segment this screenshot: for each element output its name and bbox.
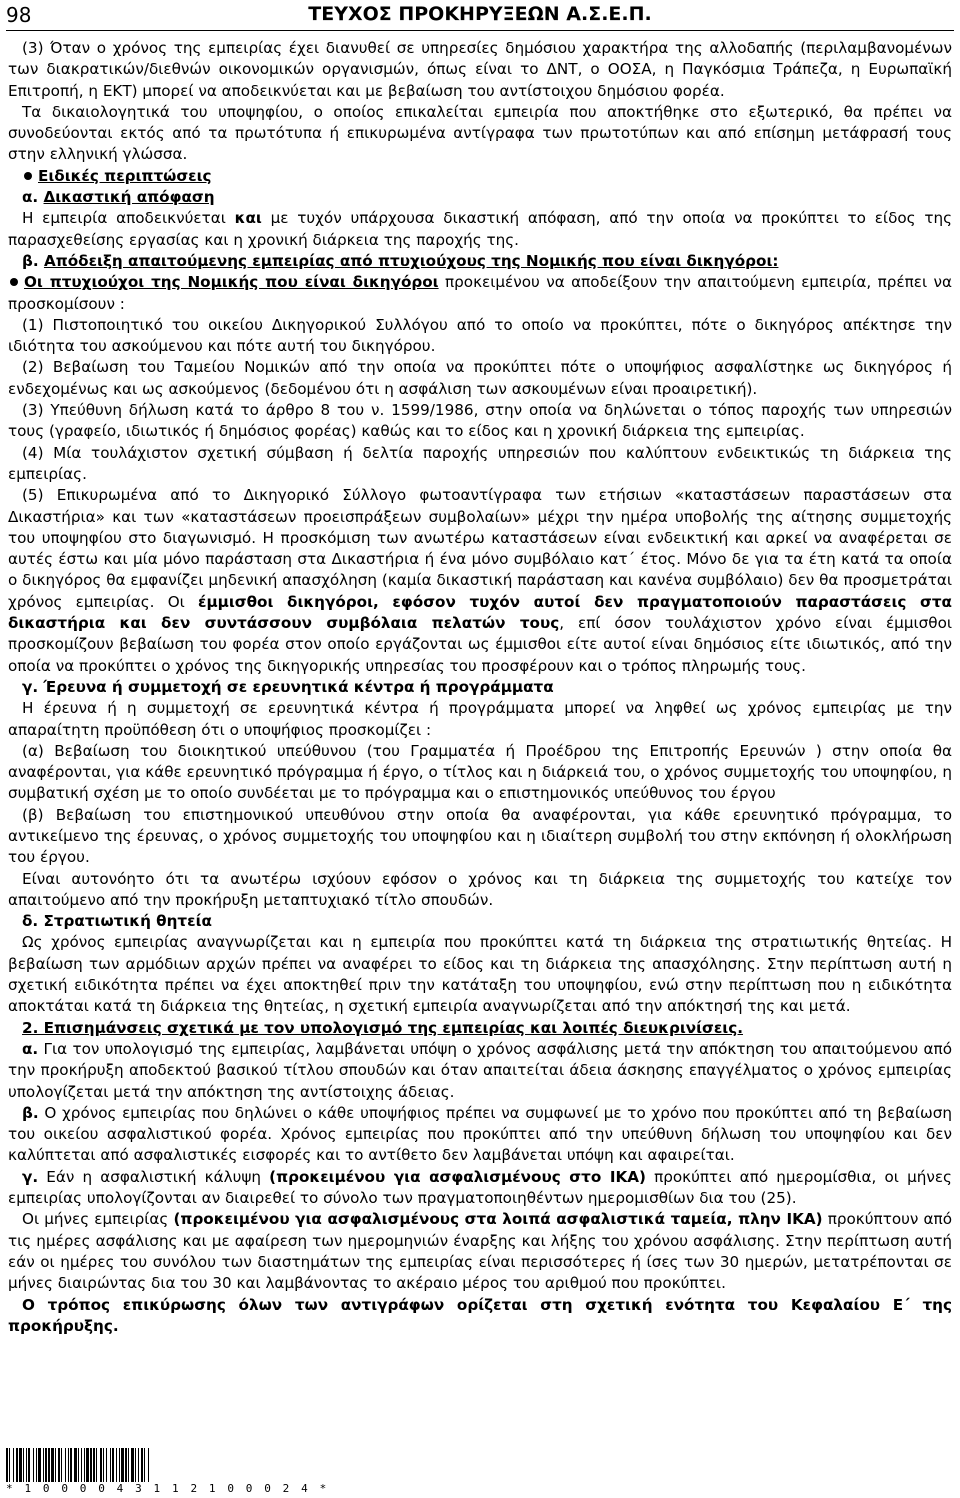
- section-c-heading: γ. Έρευνα ή συμμετοχή σε ερευνητικά κέντρα ή προγράμματα: [22, 677, 554, 696]
- barcode-bars: [6, 1448, 296, 1482]
- list-item-4: (4) Μία τουλάχιστον σχετική σύμβαση ή δελτία παροχής υπηρεσιών που καλύπτουν ενδεικτικώς τη διάρκεια της εμπειρίας.: [8, 443, 952, 483]
- page-header: [6, 3, 954, 33]
- section-2-item-a: α. Για τον υπολογισμό της εμπειρίας, λαμβάνεται υπόψη ο χρόνος ασφάλισης μετά την απόκτηση του απαιτούμενου από την προκήρυξη αποδεκτού βασικού τίτλου σπουδών και όταν απαιτείται άδεια άσκησης επαγγέλματος ο χρόνος εμπειρίας υπολογίζεται μετά την απόκτηση της αντίστοιχης άδειας.: [8, 1039, 952, 1101]
- section-b-heading: β. Απόδειξη απαιτούμενης εμπειρίας από πτυχιούχους της Νομικής που είναι δικηγόροι:: [22, 251, 779, 270]
- section-c-note: Είναι αυτονόητο ότι τα ανωτέρω ισχύουν εφόσον ο χρόνος και τη διάρκεια της συμμετοχής του κατείχε τον απαιτούμενο από την προκήρυξη μεταπτυχιακό τίτλο σπουδών.: [8, 869, 952, 909]
- months-paragraph: Οι μήνες εμπειρίας (προκειμένου για ασφαλισμένους στα λοιπά ασφαλιστικά ταμεία, πλην ΙΚΑ) προκύπτουν από τις ημέρες ασφάλισης και με αφαίρεση των ημερομηνιών έναρξης και λήξης του χρόνου ασφάλισης. Στην περίπτωση αυτή εάν οι ημέρες του συνόλου των διαστημάτων της εμπειρίας είναι περισσότερες ή ίσες των 30 ημερών, μετατρέπονται σε μήνες διαιρώντας δια του 30 και λαμβάνοντας το ακέραιο μέρος του αριθμού που προκύπτει.: [8, 1210, 952, 1293]
- list-item-5: (5) Επικυρωμένα από το Δικηγορικό Σύλλογο φωτοαντίγραφα των ετήσιων «καταστάσεων παραστάσεων στα Δικαστήρια» και των «καταστάσεων προεισπράξεων συμβολαίων» μέχρι την ημέρα υποβολής της αίτησης συμμετοχής του υποψηφίου στο διαγωνισμό. Η προσκόμιση των ανωτέρω καταστάσεων είναι ενδεικτική και αρκεί να αναφέρεται σε αυτές έστω και μία μόνο παράσταση στα Δικαστήρια ή ένα μόνο συμβόλαιο κατ΄ έτος. Μόνο δε για τα έτη κατά τα οποία ο δικηγόρος θα εμφανίζει μηδενική απασχόληση (καμία δικαστική παράσταση και κανένα συμβόλαιο) δεν θα προσμετράται χρόνος εμπειρίας. Οι έμμισθοι δικηγόροι, εφόσον τυχόν αυτοί δεν πραγματοποιούν παραστάσεις στα δικαστήρια και δεν συντάσσουν συμβόλαια πελατών τους, επί όσον τουλάχιστον χρόνο είναι έμμισθοι προσκομίζουν βεβαίωση του φορέα στον οποίο εργάζονται ως έμμισθοι είτε αυτοί είναι δημόσιος είτε ιδιωτικός, από την οποία να προκύπτει ο χρόνος της δικηγορικής υπηρεσίας του προσφέρουν και ο τρόπος πληρωμής τους.: [8, 486, 952, 675]
- barcode-text: * 1 0 0 0 0 4 3 1 1 2 1 0 0 0 2 4 *: [6, 1482, 329, 1495]
- final-note: Ο τρόπος επικύρωσης όλων των αντιγράφων ορίζεται στη σχετική ενότητα του Κεφαλαίου Ε΄ της προκήρυξης.: [8, 1295, 952, 1335]
- section-a-text: Η εμπειρία αποδεικνύεται και με τυχόν υπάρχουσα δικαστική απόφαση, από την οποία να προκύπτει το είδος της παρασχεθείσης εργασίας και η χρονική διάρκεια της παροχής της.: [8, 209, 953, 249]
- item-number: (3): [22, 39, 44, 57]
- bullet-icon: [24, 172, 32, 180]
- journal-title: ΤΕΥΧΟΣ ΠΡΟΚΗΡΥΞΕΩΝ Α.Σ.Ε.Π.: [308, 3, 652, 25]
- list-item-2: (2) Βεβαίωση του Ταμείου Νομικών από την οποία να προκύπτει πότε ο υποψήφιος ασφαλίστηκε ως δικηγόρος ή ενδεχομένως και ως ασκούμενος (δεδομένου ότι η ασφάλιση των ασκουμένων είναι προαιρετική).: [8, 358, 952, 398]
- document-body: [8, 38, 952, 1337]
- header-rule: [6, 30, 954, 31]
- list-item-1: (1) Πιστοποιητικό του οικείου Δικηγορικού Συλλόγου από το οποίο να προκύπτει, πότε ο δικηγόρος απέκτησε την ιδιότητα του ασκούμενου και πότε αυτή του δικηγόρου.: [8, 315, 952, 356]
- special-cases-heading: Ειδικές περιπτώσεις: [8, 166, 952, 187]
- section-2-item-b: β. Ο χρόνος εμπειρίας που δηλώνει ο κάθε υποψήφιος πρέπει να συμφωνεί με το χρόνο που προκύπτει από τη βεβαίωση του οικείου ασφαλιστικού φορέα. Χρόνος εμπειρίας που προκύπτει από την υπεύθυνη δήλωση του υποψηφίου και δεν καλύπτεται από ασφαλιστικές εισφορές και το αντίθετο δεν λαμβάνεται υπόψη και αφαιρείται.: [8, 1103, 952, 1165]
- page-number: 98: [6, 3, 32, 27]
- list-item-3: (3) Υπεύθυνη δήλωση κατά το άρθρο 8 του ν. 1599/1986, στην οποία να δηλώνεται ο τόπος παροχής των υπηρεσιών τους (γραφείο, ιδιωτικός ή δημόσιος φορέας) καθώς και το είδος και η χρονική διάρκεια της εμπειρίας.: [8, 401, 952, 441]
- bullet-icon: [10, 278, 18, 286]
- section-b-bullet: Οι πτυχιούχοι της Νομικής που είναι δικηγόροι προκειμένου να αποδείξουν την απαιτούμενη εμπειρία, πρέπει να προσκομίσουν :: [8, 273, 952, 313]
- section-d-text: Ως χρόνος εμπειρίας αναγνωρίζεται και η εμπειρία που προκύπτει κατά τη διάρκεια της στρατιωτικής θητείας. Η βεβαίωση των αρμόδιων αρχών πρέπει να αναφέρει το είδος και τη διάρκεια της απασχόλησης. Στην περίπτωση αυτή η σχετική ειδικότητα πρέπει να έχει αποκτηθεί πριν την κατάταξη του υποψηφίου, ενώ στην περίπτωση που η ειδικότητα αποκτάται κατά τη διάρκεια της θητείας, η σχετική εμπειρία αναγνωρίζεται από την απόκτησή της και μετά.: [8, 933, 952, 1016]
- section-a-heading: α. Δικαστική απόφαση: [22, 188, 215, 207]
- barcode: [6, 1448, 329, 1496]
- section-c-item-b: (β) Βεβαίωση του επιστημονικού υπευθύνου στην οποία θα αναφέρονται, για κάθε ερευνητικό πρόγραμμα, το αντικείμενο της έρευνας, ο χρόνος συμμετοχής του υποψηφίου και η ιδιαίτερη συμβολή του στην εκπόνηση ή ολοκλήρωση του έργου.: [8, 805, 952, 867]
- section-2-item-c: γ. Εάν η ασφαλιστική κάλυψη (προκειμένου για ασφαλισμένους στο ΙΚΑ) προκύπτει από ημερομίσθια, οι μήνες εμπειρίας υπολογίζονται αν διαιρεθεί το σύνολο των πραγματοποιηθέντων ημερομισθίων δια του (25).: [8, 1167, 952, 1208]
- section-c-text: Η έρευνα ή η συμμετοχή σε ερευνητικά κέντρα ή προγράμματα μπορεί να ληφθεί ως χρόνος εμπειρίας με την απαραίτητη προϋπόθεση ότι ο υποψήφιος προσκομίζει :: [8, 699, 952, 739]
- paragraph-foreign-public-service: (3) Όταν ο χρόνος της εμπειρίας έχει διανυθεί σε υπηρεσίες δημόσιου χαρακτήρα της αλλοδαπής (περιλαμβανομένων των διακρατικών/διεθνών οικονομικών οργανισμών, όπως είναι το ΔΝΤ, ο ΟΟΣΑ, η Παγκόσμια Τράπεζα, η Ευρωπαϊκή Επιτροπή, η ΕΚΤ) μπορεί να αποδεικνύεται και με βεβαίωση του αντίστοιχου δημόσιου φορέα.: [8, 39, 952, 100]
- section-c-item-a: (α) Βεβαίωση του διοικητικού υπεύθυνου (του Γραμματέα ή Προέδρου της Επιτροπής Ερευνών ) στην οποία θα αναφέρονται, για κάθε ερευνητικό πρόγραμμα ή έργο, ο τίτλος και η διάρκειά του, ο χρόνος συμμετοχής του υποψηφίου, η συμβατική σχέση με το οποίο συνδέεται με το πρόγραμμα και ο επιστημονικός υπεύθυνος του έργου: [8, 741, 952, 803]
- section-d-heading: δ. Στρατιωτική θητεία: [22, 912, 212, 931]
- section-2-heading: 2. Επισημάνσεις σχετικά με τον υπολογισμό της εμπειρίας και λοιπές διευκρινίσεις.: [22, 1018, 743, 1037]
- paragraph-abroad-documents: Τα δικαιολογητικά του υποψηφίου, ο οποίος επικαλείται εμπειρία που αποκτήθηκε στο εξωτερικό, θα πρέπει να συνοδεύονται εκτός από τα πρωτότυπα ή επικυρωμένα αντίγραφα των πρωτοτύπων και από επίσημη μετάφρασή τους στην ελληνική γλώσσα.: [8, 102, 952, 164]
